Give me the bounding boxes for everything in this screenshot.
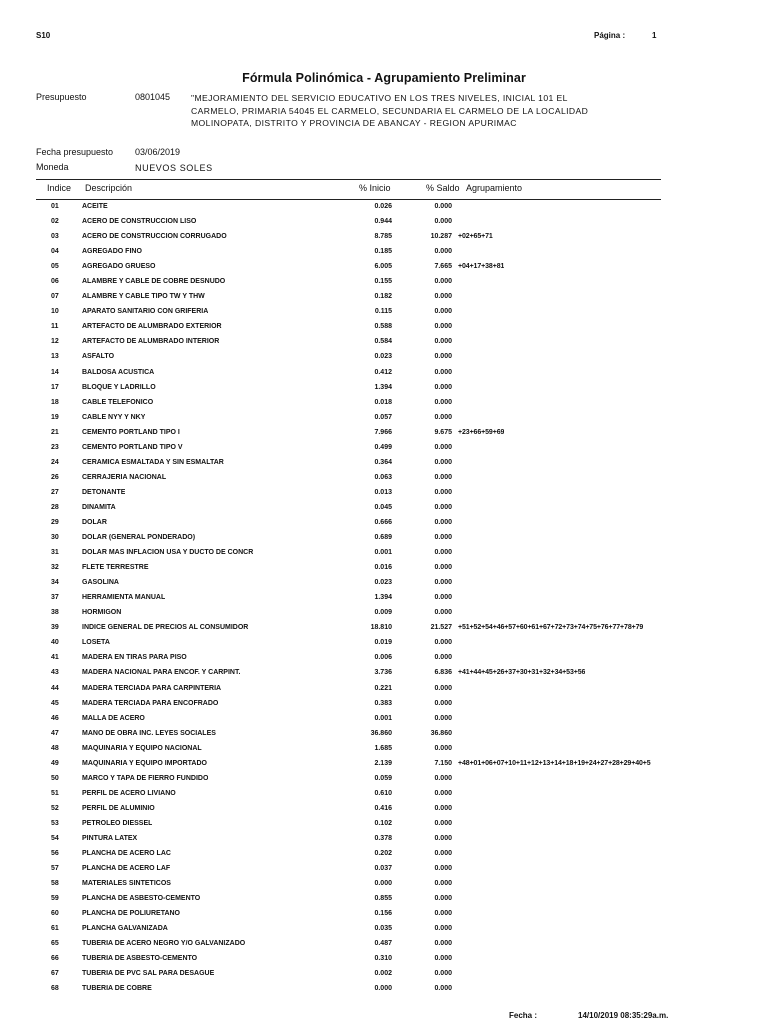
table-row xyxy=(0,788,768,803)
row-indice: 50 xyxy=(51,774,59,782)
row-indice: 60 xyxy=(51,910,59,918)
row-saldo: 0.000 xyxy=(434,518,452,526)
row-descripcion: PETROLEO DIESSEL xyxy=(82,819,153,827)
row-saldo: 0.000 xyxy=(434,714,452,722)
row-descripcion: AGREGADO FINO xyxy=(82,248,142,256)
column-header-indice: Indice xyxy=(47,183,72,193)
row-saldo: 0.000 xyxy=(434,203,452,210)
row-descripcion: TUBERIA DE ACERO NEGRO Y/O GALVANIZADO xyxy=(82,940,246,948)
row-descripcion: DOLAR MAS INFLACION USA Y DUCTO DE CONCR xyxy=(82,549,254,557)
row-indice: 44 xyxy=(51,684,59,692)
table-row xyxy=(0,848,768,863)
row-indice: 06 xyxy=(51,278,59,286)
row-saldo: 0.000 xyxy=(434,865,452,873)
currency-value: NUEVOS SOLES xyxy=(135,163,213,173)
table-row xyxy=(0,577,768,592)
table-row xyxy=(0,983,768,998)
row-saldo: 7.150 xyxy=(434,759,452,767)
table-row xyxy=(0,938,768,953)
row-descripcion: DOLAR xyxy=(82,518,107,526)
row-indice: 28 xyxy=(51,503,59,511)
row-inicio: 0.412 xyxy=(374,368,392,376)
row-inicio: 0.001 xyxy=(374,549,392,557)
row-indice: 39 xyxy=(51,624,59,632)
row-indice: 30 xyxy=(51,534,59,542)
row-saldo: 0.000 xyxy=(434,549,452,557)
table-row xyxy=(0,216,768,231)
table-row xyxy=(0,412,768,427)
table-row xyxy=(0,622,768,637)
row-inicio: 0.009 xyxy=(374,609,392,617)
budget-description: "MEJORAMIENTO DEL SERVICIO EDUCATIVO EN LOS TRES NIVELES, INICIAL 101 EL CARMELO, PRIMARIA 54045 EL CARMELO, SECUNDARIA EL CARMELO DE LA LOCALIDAD MOLINOPATA, DISTRITO Y PROVINCIA DE ABANCAY - REGION APURIMAC xyxy=(191,93,589,128)
row-inicio: 0.019 xyxy=(374,639,392,647)
row-indice: 40 xyxy=(51,639,59,647)
row-saldo: 0.000 xyxy=(434,218,452,226)
row-saldo: 0.000 xyxy=(434,248,452,256)
row-indice: 14 xyxy=(51,368,59,376)
table-row xyxy=(0,457,768,472)
page-number: 1 xyxy=(652,31,657,40)
row-saldo: 0.000 xyxy=(434,804,452,812)
row-descripcion: APARATO SANITARIO CON GRIFERIA xyxy=(82,308,209,316)
row-descripcion: CERRAJERIA NACIONAL xyxy=(82,473,167,481)
row-descripcion: PLANCHA DE ACERO LAF xyxy=(82,865,171,873)
row-descripcion: AGREGADO GRUESO xyxy=(82,263,156,271)
table-row xyxy=(0,652,768,667)
row-saldo: 0.000 xyxy=(434,503,452,511)
row-indice: 27 xyxy=(51,488,59,496)
row-inicio: 0.000 xyxy=(374,985,392,993)
table-row xyxy=(0,261,768,276)
row-saldo: 0.000 xyxy=(434,654,452,662)
row-indice: 65 xyxy=(51,940,59,948)
row-indice: 57 xyxy=(51,865,59,873)
row-saldo: 10.287 xyxy=(430,233,452,241)
table-row xyxy=(0,442,768,457)
row-saldo: 0.000 xyxy=(434,895,452,903)
row-indice: 56 xyxy=(51,850,59,858)
footer-date-label: Fecha : xyxy=(509,1011,538,1020)
row-saldo: 0.000 xyxy=(434,684,452,692)
row-indice: 67 xyxy=(51,970,59,978)
table-row xyxy=(0,517,768,532)
row-saldo: 0.000 xyxy=(434,744,452,752)
row-saldo: 0.000 xyxy=(434,308,452,316)
table-row xyxy=(0,201,768,216)
row-indice: 21 xyxy=(51,428,59,436)
row-inicio: 0.221 xyxy=(374,684,392,692)
row-agrupamiento: +02+65+71 xyxy=(458,233,493,241)
currency-label: Moneda xyxy=(36,162,69,172)
row-indice: 26 xyxy=(51,473,59,481)
row-descripcion: MAQUINARIA Y EQUIPO IMPORTADO xyxy=(82,759,207,767)
row-inicio: 0.013 xyxy=(374,488,392,496)
row-saldo: 0.000 xyxy=(434,323,452,331)
table-row xyxy=(0,427,768,442)
row-saldo: 0.000 xyxy=(434,609,452,617)
row-inicio: 0.185 xyxy=(374,248,392,256)
row-saldo: 0.000 xyxy=(434,534,452,542)
row-indice: 66 xyxy=(51,955,59,963)
row-indice: 32 xyxy=(51,564,59,572)
row-descripcion: LOSETA xyxy=(82,639,110,647)
row-descripcion: MADERA TERCIADA PARA CARPINTERIA xyxy=(82,684,222,692)
row-indice: 43 xyxy=(51,669,59,677)
row-saldo: 0.000 xyxy=(434,413,452,421)
page-label: Página : xyxy=(594,31,626,40)
row-inicio: 0.045 xyxy=(374,503,392,511)
table-row xyxy=(0,321,768,336)
row-descripcion: MADERA NACIONAL PARA ENCOF. Y CARPINT. xyxy=(82,669,241,677)
row-indice: 07 xyxy=(51,293,59,301)
table-row xyxy=(0,592,768,607)
row-inicio: 0.855 xyxy=(374,895,392,903)
row-descripcion: PINTURA LATEX xyxy=(82,834,138,842)
row-descripcion: PLANCHA DE ASBESTO-CEMENTO xyxy=(82,895,201,903)
row-indice: 51 xyxy=(51,789,59,797)
row-inicio: 2.139 xyxy=(374,759,392,767)
table-row xyxy=(0,683,768,698)
row-descripcion: ASFALTO xyxy=(82,353,115,361)
row-indice: 01 xyxy=(51,203,59,210)
row-inicio: 0.487 xyxy=(374,940,392,948)
table-row xyxy=(0,231,768,246)
table-row xyxy=(0,336,768,351)
table-row xyxy=(0,758,768,773)
column-header-inicio: % Inicio xyxy=(359,183,391,193)
row-inicio: 0.378 xyxy=(374,834,392,842)
row-descripcion: PLANCHA DE ACERO LAC xyxy=(82,850,171,858)
row-descripcion: PERFIL DE ACERO LIVIANO xyxy=(82,789,176,797)
table-row xyxy=(0,728,768,743)
row-indice: 31 xyxy=(51,549,59,557)
row-indice: 04 xyxy=(51,248,59,256)
row-inicio: 7.966 xyxy=(374,428,392,436)
table-row xyxy=(0,382,768,397)
row-indice: 54 xyxy=(51,834,59,842)
row-saldo: 0.000 xyxy=(434,293,452,301)
row-descripcion: ARTEFACTO DE ALUMBRADO EXTERIOR xyxy=(82,323,222,331)
row-indice: 12 xyxy=(51,338,59,346)
row-descripcion: CEMENTO PORTLAND TIPO I xyxy=(82,428,180,436)
row-inicio: 0.115 xyxy=(374,308,392,316)
row-saldo: 0.000 xyxy=(434,699,452,707)
row-descripcion: ACERO DE CONSTRUCCION LISO xyxy=(82,218,197,226)
row-indice: 58 xyxy=(51,880,59,888)
row-inicio: 0.059 xyxy=(374,774,392,782)
row-indice: 45 xyxy=(51,699,59,707)
row-inicio: 1.394 xyxy=(374,383,392,391)
table-row xyxy=(0,562,768,577)
row-descripcion: MADERA TERCIADA PARA ENCOFRADO xyxy=(82,699,219,707)
row-saldo: 0.000 xyxy=(434,970,452,978)
row-descripcion: FLETE TERRESTRE xyxy=(82,564,149,572)
row-inicio: 0.383 xyxy=(374,699,392,707)
row-inicio: 0.002 xyxy=(374,970,392,978)
table-row xyxy=(0,487,768,502)
row-saldo: 0.000 xyxy=(434,458,452,466)
row-saldo: 0.000 xyxy=(434,443,452,451)
table-row xyxy=(0,743,768,758)
row-indice: 23 xyxy=(51,443,59,451)
row-descripcion: BLOQUE Y LADRILLO xyxy=(82,383,156,391)
row-indice: 47 xyxy=(51,729,59,737)
row-indice: 18 xyxy=(51,398,59,406)
row-indice: 05 xyxy=(51,263,59,271)
row-descripcion: MATERIALES SINTETICOS xyxy=(82,880,171,888)
row-descripcion: GASOLINA xyxy=(82,579,119,587)
table-row xyxy=(0,878,768,893)
table-row xyxy=(0,667,768,682)
row-indice: 02 xyxy=(51,218,59,226)
row-inicio: 0.018 xyxy=(374,398,392,406)
row-inicio: 3.736 xyxy=(374,669,392,677)
row-inicio: 0.016 xyxy=(374,564,392,572)
row-descripcion: BALDOSA ACUSTICA xyxy=(82,368,155,376)
row-saldo: 0.000 xyxy=(434,353,452,361)
row-indice: 37 xyxy=(51,594,59,602)
row-descripcion: DETONANTE xyxy=(82,488,126,496)
row-inicio: 0.416 xyxy=(374,804,392,812)
row-indice: 13 xyxy=(51,353,59,361)
row-indice: 17 xyxy=(51,383,59,391)
row-descripcion: PLANCHA DE POLIURETANO xyxy=(82,910,180,918)
row-descripcion: CABLE TELEFONICO xyxy=(82,398,154,406)
table-row xyxy=(0,863,768,878)
row-indice: 61 xyxy=(51,925,59,933)
row-inicio: 0.310 xyxy=(374,955,392,963)
table-row xyxy=(0,351,768,366)
table-row xyxy=(0,547,768,562)
row-descripcion: CEMENTO PORTLAND TIPO V xyxy=(82,443,183,451)
row-inicio: 0.588 xyxy=(374,323,392,331)
row-descripcion: PLANCHA GALVANIZADA xyxy=(82,925,168,933)
row-descripcion: DINAMITA xyxy=(82,503,116,511)
row-inicio: 0.364 xyxy=(374,458,392,466)
table-row xyxy=(0,276,768,291)
row-descripcion: PERFIL DE ALUMINIO xyxy=(82,804,155,812)
row-saldo: 0.000 xyxy=(434,985,452,993)
row-inicio: 0.182 xyxy=(374,293,392,301)
row-saldo: 0.000 xyxy=(434,925,452,933)
table-row xyxy=(0,953,768,968)
row-descripcion: CERAMICA ESMALTADA Y SIN ESMALTAR xyxy=(82,458,224,466)
row-indice: 10 xyxy=(51,308,59,316)
row-inicio: 0.057 xyxy=(374,413,392,421)
row-inicio: 0.944 xyxy=(374,218,392,226)
row-inicio: 0.155 xyxy=(374,278,392,286)
row-inicio: 0.006 xyxy=(374,654,392,662)
budget-code: 0801045 xyxy=(135,92,171,102)
row-descripcion: ACEITE xyxy=(82,203,108,210)
table-row xyxy=(0,397,768,412)
row-inicio: 1.394 xyxy=(374,594,392,602)
row-inicio: 36.860 xyxy=(370,729,392,737)
row-descripcion: INDICE GENERAL DE PRECIOS AL CONSUMIDOR xyxy=(82,624,249,632)
report-title: Fórmula Polinómica - Agrupamiento Preliminar xyxy=(242,71,526,85)
row-descripcion: CABLE NYY Y NKY xyxy=(82,413,146,421)
table-row xyxy=(0,502,768,517)
row-saldo: 0.000 xyxy=(434,880,452,888)
row-saldo: 0.000 xyxy=(434,383,452,391)
row-descripcion: MALLA DE ACERO xyxy=(82,714,145,722)
table-row xyxy=(0,773,768,788)
row-saldo: 0.000 xyxy=(434,774,452,782)
row-inicio: 0.035 xyxy=(374,925,392,933)
row-indice: 34 xyxy=(51,579,59,587)
table-row xyxy=(0,923,768,938)
table-row xyxy=(0,818,768,833)
row-inicio: 0.584 xyxy=(374,338,392,346)
header-bottom-rule xyxy=(36,199,661,200)
row-saldo: 0.000 xyxy=(434,819,452,827)
row-saldo: 0.000 xyxy=(434,564,452,572)
row-saldo: 0.000 xyxy=(434,368,452,376)
table-row xyxy=(0,637,768,652)
row-indice: 38 xyxy=(51,609,59,617)
row-saldo: 0.000 xyxy=(434,398,452,406)
row-saldo: 0.000 xyxy=(434,850,452,858)
row-descripcion: HORMIGON xyxy=(82,609,122,617)
row-descripcion: MADERA EN TIRAS PARA PISO xyxy=(82,654,187,662)
row-saldo: 0.000 xyxy=(434,940,452,948)
row-saldo: 9.675 xyxy=(434,428,452,436)
table-row xyxy=(0,291,768,306)
row-descripcion: ACERO DE CONSTRUCCION CORRUGADO xyxy=(82,233,227,241)
row-indice: 29 xyxy=(51,518,59,526)
row-saldo: 0.000 xyxy=(434,473,452,481)
row-saldo: 0.000 xyxy=(434,789,452,797)
row-inicio: 0.499 xyxy=(374,443,392,451)
row-saldo: 36.860 xyxy=(430,729,452,737)
row-inicio: 0.063 xyxy=(374,473,392,481)
row-descripcion: ALAMBRE Y CABLE DE COBRE DESNUDO xyxy=(82,278,226,286)
table-row xyxy=(0,367,768,382)
table-row xyxy=(0,713,768,728)
row-inicio: 0.102 xyxy=(374,819,392,827)
footer-date-value: 14/10/2019 08:35:29a.m. xyxy=(578,1011,669,1020)
row-saldo: 0.000 xyxy=(434,910,452,918)
column-header-saldo: % Saldo xyxy=(426,183,460,193)
row-indice: 24 xyxy=(51,458,59,466)
row-inicio: 0.001 xyxy=(374,714,392,722)
row-inicio: 0.156 xyxy=(374,910,392,918)
header-top-rule xyxy=(36,179,661,180)
row-descripcion: MARCO Y TAPA DE FIERRO FUNDIDO xyxy=(82,774,209,782)
row-saldo: 0.000 xyxy=(434,955,452,963)
row-descripcion: MANO DE OBRA INC. LEYES SOCIALES xyxy=(82,729,216,737)
row-inicio: 1.685 xyxy=(374,744,392,752)
row-inicio: 0.023 xyxy=(374,353,392,361)
row-indice: 48 xyxy=(51,744,59,752)
row-saldo: 0.000 xyxy=(434,639,452,647)
row-inicio: 0.026 xyxy=(374,203,392,210)
row-indice: 41 xyxy=(51,654,59,662)
column-header-descripcion: Descripción xyxy=(85,183,133,193)
row-indice: 53 xyxy=(51,819,59,827)
table-row xyxy=(0,306,768,321)
table-row xyxy=(0,908,768,923)
row-agrupamiento: +48+01+06+07+10+11+12+13+14+18+19+24+27+28+29+40+5 xyxy=(458,759,651,767)
row-inicio: 0.202 xyxy=(374,850,392,858)
table-row xyxy=(0,803,768,818)
row-descripcion: ARTEFACTO DE ALUMBRADO INTERIOR xyxy=(82,338,220,346)
table-row xyxy=(0,607,768,622)
table-row xyxy=(0,246,768,261)
row-descripcion: TUBERIA DE PVC SAL PARA DESAGÜE xyxy=(82,970,215,978)
row-agrupamiento: +04+17+38+81 xyxy=(458,263,505,271)
row-inicio: 0.689 xyxy=(374,534,392,542)
row-indice: 19 xyxy=(51,413,59,421)
column-header-agrupamiento: Agrupamiento xyxy=(466,183,523,193)
row-descripcion: TUBERIA DE COBRE xyxy=(82,985,152,993)
row-indice: 03 xyxy=(51,233,59,241)
row-agrupamiento: +51+52+54+46+57+60+61+67+72+73+74+75+76+77+78+79 xyxy=(458,624,644,632)
row-inicio: 6.005 xyxy=(374,263,392,271)
row-saldo: 7.665 xyxy=(434,263,452,271)
table-row xyxy=(0,968,768,983)
row-saldo: 6.836 xyxy=(434,669,452,677)
table-body xyxy=(0,201,768,1001)
row-descripcion: MAQUINARIA Y EQUIPO NACIONAL xyxy=(82,744,202,752)
row-saldo: 21.527 xyxy=(430,624,452,632)
row-inicio: 8.785 xyxy=(374,233,392,241)
row-saldo: 0.000 xyxy=(434,278,452,286)
report-code: S10 xyxy=(36,31,51,40)
row-saldo: 0.000 xyxy=(434,488,452,496)
row-inicio: 0.000 xyxy=(374,880,392,888)
table-row xyxy=(0,472,768,487)
row-inicio: 0.023 xyxy=(374,579,392,587)
row-indice: 49 xyxy=(51,759,59,767)
row-agrupamiento: +23+66+59+69 xyxy=(458,428,505,436)
row-agrupamiento: +41+44+45+26+37+30+31+32+34+53+56 xyxy=(458,669,586,677)
table-row xyxy=(0,532,768,547)
row-indice: 68 xyxy=(51,985,59,993)
row-inicio: 0.610 xyxy=(374,789,392,797)
row-descripcion: ALAMBRE Y CABLE TIPO TW Y THW xyxy=(82,293,205,301)
budget-date-value: 03/06/2019 xyxy=(135,147,181,157)
row-indice: 52 xyxy=(51,804,59,812)
row-descripcion: HERRAMIENTA MANUAL xyxy=(82,594,166,602)
budget-label: Presupuesto xyxy=(36,92,87,102)
row-indice: 59 xyxy=(51,895,59,903)
row-saldo: 0.000 xyxy=(434,834,452,842)
row-inicio: 0.666 xyxy=(374,518,392,526)
row-indice: 11 xyxy=(51,323,59,331)
budget-date-label: Fecha presupuesto xyxy=(36,147,114,157)
row-saldo: 0.000 xyxy=(434,594,452,602)
table-row xyxy=(0,698,768,713)
row-descripcion: DOLAR (GENERAL PONDERADO) xyxy=(82,534,196,542)
row-indice: 46 xyxy=(51,714,59,722)
row-inicio: 18.810 xyxy=(370,624,392,632)
row-descripcion: TUBERIA DE ASBESTO-CEMENTO xyxy=(82,955,198,963)
table-row xyxy=(0,833,768,848)
row-saldo: 0.000 xyxy=(434,579,452,587)
row-saldo: 0.000 xyxy=(434,338,452,346)
table-row xyxy=(0,893,768,908)
row-inicio: 0.037 xyxy=(374,865,392,873)
